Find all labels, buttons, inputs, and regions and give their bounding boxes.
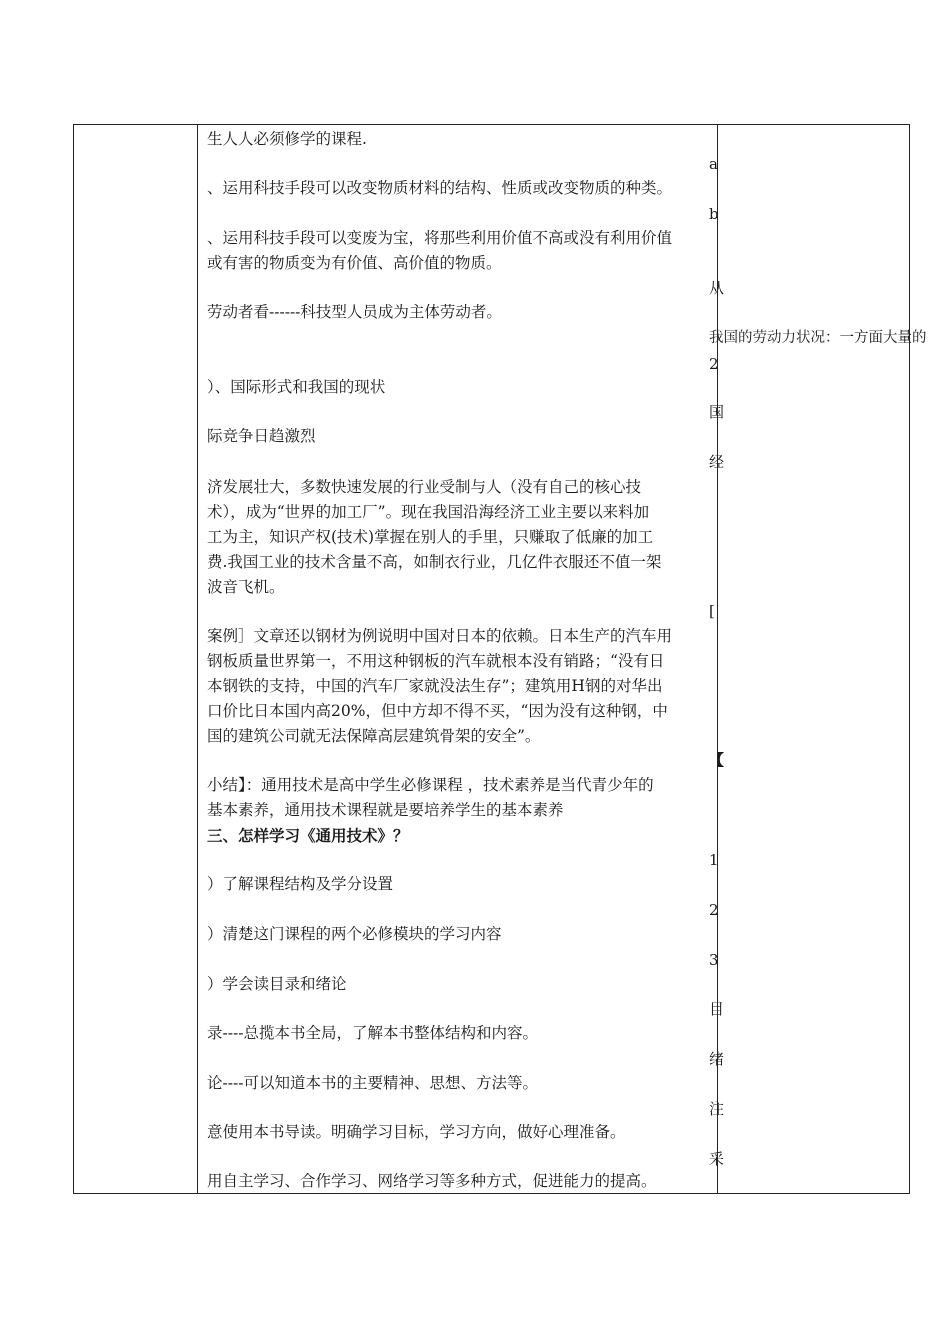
side-fragment: 绪 [709,1050,725,1068]
case-paragraph: 本钢铁的支持，中国的汽车厂家就没法生存”；建筑用H钢的对华出 [207,677,663,695]
paragraph: 济发展壮大，多数快速发展的行业受制与人（没有自己的核心技 [207,478,642,496]
section-heading: 三、怎样学习《通用技术》？ [207,826,409,845]
side-fragment: 1 [709,851,719,869]
side-fragment: 国 [709,403,725,421]
section-heading: ）、国际形式和我国的现状 [207,378,386,396]
summary-paragraph: 基本素养，通用技术课程就是要培养学生的基本素养 [207,801,564,819]
side-fragment: 2 [709,901,719,919]
list-item: ）了解课程结构及学分设置 [207,875,394,893]
case-paragraph: 钢板质量世界第一，不用这种钢板的汽车就根本没有销路；“没有日 [207,652,665,670]
paragraph: 术），成为“世界的加工厂”。现在我国沿海经济工业主要以来料加 [207,503,650,521]
side-fragment: 经 [709,453,725,471]
list-item: 论----可以知道本书的主要精神、思想、方法等。 [207,1074,538,1092]
paragraph: 费.我国工业的技术含量不高，如制衣行业，几亿件衣服还不值一架 [207,553,662,571]
list-item: 意使用本书导读。明确学习目标，学习方向，做好心理准备。 [207,1123,626,1141]
paragraph: 、运用科技手段可以变废为宝，将那些利用价值不高或没有利用价值 [207,229,673,247]
side-fragment: 采 [709,1150,725,1168]
side-fragment: 从 [709,279,725,297]
side-fragment: 目 [709,1000,725,1018]
side-fragment: [ [709,602,715,620]
case-paragraph: 口价比日本国内高20%，但中方却不得不买，“因为没有这种钢，中 [207,702,668,720]
side-fragment: b [709,205,719,223]
list-item: ）学会读目录和绪论 [207,975,347,993]
side-fragment: a [709,155,718,173]
case-paragraph: 国的建筑公司就无法保障高层建筑骨架的安全”。 [207,727,541,745]
paragraph: 生人人必须修学的课程. [207,130,367,148]
side-fragment: 我国的劳动力状况：一方面大量的 [709,330,927,346]
side-fragment: 【 [709,751,725,769]
list-item: ）清楚这门课程的两个必修模块的学习内容 [207,925,502,943]
list-item: 用自主学习、合作学习、网络学习等多种方式，促进能力的提高。 [207,1172,657,1190]
side-fragment: 注 [709,1100,725,1118]
list-item: 录----总揽本书全局，了解本书整体结构和内容。 [207,1024,538,1042]
summary-paragraph: 小结】：通用技术是高中学生必修课程 ，技术素养是当代青少年的 [207,776,654,794]
paragraph: 波音飞机。 [207,578,285,596]
paragraph: 工为主，知识产权(技术)掌握在别人的手里，只赚取了低廉的加工 [207,528,654,546]
side-fragment: 3 [709,951,719,969]
paragraph: 或有害的物质变为有价值、高价值的物质。 [207,254,502,272]
column-divider-left [197,124,198,1194]
case-paragraph: 案例］文章还以钢材为例说明中国对日本的依赖。日本生产的汽车用 [207,627,673,645]
paragraph: 、运用科技手段可以改变物质材料的结构、性质或改变物质的种类。 [207,179,673,197]
side-fragment: 2 [709,355,719,373]
paragraph: 劳动者看------科技型人员成为主体劳动者。 [207,303,502,321]
paragraph: 际竞争日趋激烈 [207,427,316,445]
